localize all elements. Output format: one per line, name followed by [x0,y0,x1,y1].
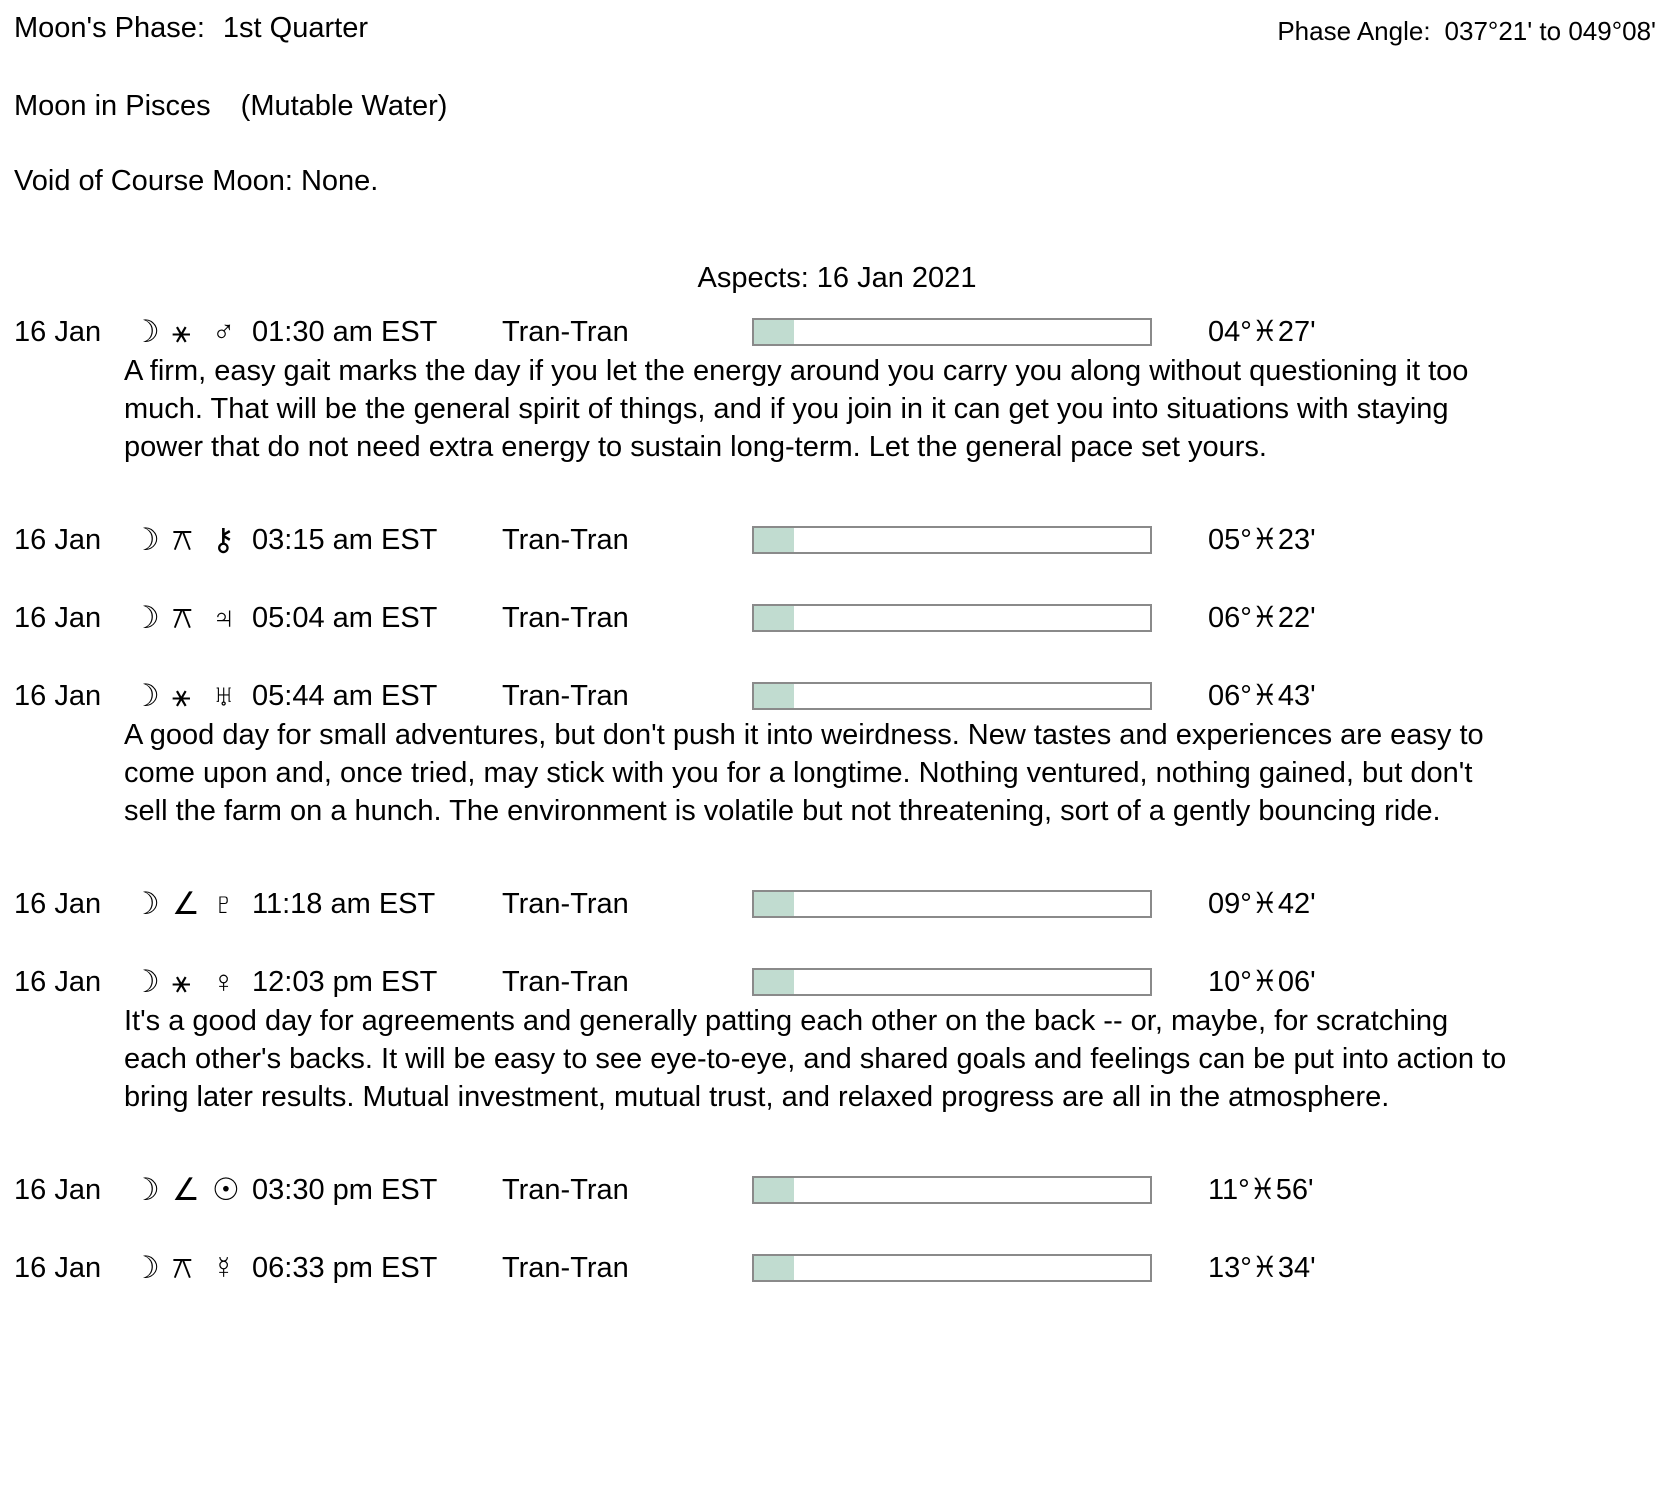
aspect-row [14,964,1660,1000]
aspect-degree: 04°♓27' [1208,316,1316,348]
jupiter-icon: ♃ [212,600,236,635]
orb-progress-bar [752,968,1152,996]
orb-progress-fill [754,1178,794,1202]
moons-phase-value: 1st Quarter [222,12,368,44]
aspect-time: 06:33 pm EST [252,1252,438,1284]
moon-icon: ☽ [132,964,160,999]
aspect-degree: 10°♓06' [1208,966,1316,998]
semisquare-icon: ∠ [172,886,200,921]
orb-progress-fill [754,1256,794,1280]
uranus-icon: ♅ [212,678,236,713]
moons-phase-line [14,10,368,46]
quincunx-icon: ⚻ [172,600,193,635]
quincunx-icon: ⚻ [172,1250,193,1285]
orb-progress-bar [752,318,1152,346]
moon-icon: ☽ [132,678,160,713]
moon-icon: ☽ [132,314,160,349]
aspect-row [14,678,1660,714]
orb-progress-bar [752,890,1152,918]
aspect-date: 16 Jan [14,966,102,998]
aspect-time: 11:18 am EST [252,888,436,920]
aspect-row [14,314,1660,350]
orb-progress-bar [752,1254,1152,1282]
aspect-date: 16 Jan [14,680,102,712]
aspect-date: 16 Jan [14,888,102,920]
moon-icon: ☽ [132,886,160,921]
orb-progress-fill [754,892,794,916]
aspect-degree: 06°♓43' [1208,680,1316,712]
aspect-time: 05:44 am EST [252,680,438,712]
aspect-type: Tran-Tran [502,602,629,634]
aspect-row [14,600,1660,636]
phase-angle-value: 037°21' to 049°08' [1444,16,1656,46]
aspect-degree: 13°♓34' [1208,1252,1316,1284]
venus-icon: ♀ [212,964,236,999]
moon-sign-line [14,88,1660,124]
aspect-description: A good day for small adventures, but don't push it into weirdness. New tastes and experiences are easy to come upon and, once tried, may stick with you for a longtime. Nothing ventured, nothing gained, but don't sell the farm on a hunch. The environment is volatile but not threatening, sort of a gently bouncing ride. [124,719,1484,827]
sextile-icon: ⚹ [172,964,191,999]
aspect-row [14,522,1660,558]
aspect-type: Tran-Tran [502,1252,629,1284]
moon-icon: ☽ [132,522,160,557]
aspect-time: 05:04 am EST [252,602,438,634]
aspect-description: It's a good day for agreements and generally patting each other on the back -- or, maybe, for scratching each other's backs. It will be easy to see eye-to-eye, and shared goals and feelings can be put into action to bring later results. Mutual investment, mutual trust, and relaxed progress are all in the atmosphere. [124,1005,1507,1113]
aspect-row [14,886,1660,922]
header-topline [14,10,1660,49]
moons-phase-label: Moon's Phase: [14,12,205,44]
aspects-title: Aspects: 16 Jan 2021 [697,262,977,294]
pluto-icon: ♇ [212,886,236,921]
orb-progress-fill [754,684,794,708]
aspect-date: 16 Jan [14,316,102,348]
aspect-type: Tran-Tran [502,680,629,712]
semisquare-icon: ∠ [172,1172,200,1207]
moon-icon: ☽ [132,1172,160,1207]
void-of-course-line [14,163,1660,199]
moon-icon: ☽ [132,1250,160,1285]
moon-sign-modality: (Mutable Water) [240,90,448,122]
aspect-degree: 11°♓56' [1208,1174,1314,1206]
aspect-time: 03:15 am EST [252,524,438,556]
quincunx-icon: ⚻ [172,522,193,557]
void-of-course-text: Void of Course Moon: None. [14,165,379,197]
aspect-degree: 09°♓42' [1208,888,1316,920]
orb-progress-bar [752,682,1152,710]
orb-progress-bar [752,526,1152,554]
aspect-degree: 06°♓22' [1208,602,1316,634]
aspect-time: 01:30 am EST [252,316,438,348]
aspect-degree: 05°♓23' [1208,524,1316,556]
moon-sign-text: Moon in Pisces [14,90,211,122]
sun-icon: ☉ [212,1172,240,1207]
aspect-type: Tran-Tran [502,966,629,998]
orb-progress-bar [752,1176,1152,1204]
orb-progress-fill [754,606,794,630]
aspect-date: 16 Jan [14,602,102,634]
sextile-icon: ⚹ [172,678,191,713]
aspect-description: A firm, easy gait marks the day if you let the energy around you carry you along without questioning it too much. That will be the general spirit of things, and if you join in it can get you into situations with staying power that do not need extra energy to sustain long-term. Let the general pace set yours. [124,355,1469,463]
mercury-icon: ☿ [212,1250,236,1285]
aspect-row [14,1172,1660,1208]
orb-progress-fill [754,970,794,994]
phase-angle-line [1277,10,1660,49]
aspect-date: 16 Jan [14,524,102,556]
moon-icon: ☽ [132,600,160,635]
aspect-date: 16 Jan [14,1252,102,1284]
phase-angle-label: Phase Angle: [1277,16,1431,46]
sextile-icon: ⚹ [172,314,191,349]
aspect-type: Tran-Tran [502,1174,629,1206]
aspect-type: Tran-Tran [502,524,629,556]
chiron-icon: ⚷ [212,522,235,557]
orb-progress-fill [754,320,794,344]
aspect-date: 16 Jan [14,1174,102,1206]
orb-progress-bar [752,604,1152,632]
aspect-time: 03:30 pm EST [252,1174,438,1206]
mars-icon: ♂ [212,314,236,349]
orb-progress-fill [754,528,794,552]
aspect-row [14,1250,1660,1286]
aspect-type: Tran-Tran [502,316,629,348]
aspect-type: Tran-Tran [502,888,629,920]
aspect-time: 12:03 pm EST [252,966,438,998]
